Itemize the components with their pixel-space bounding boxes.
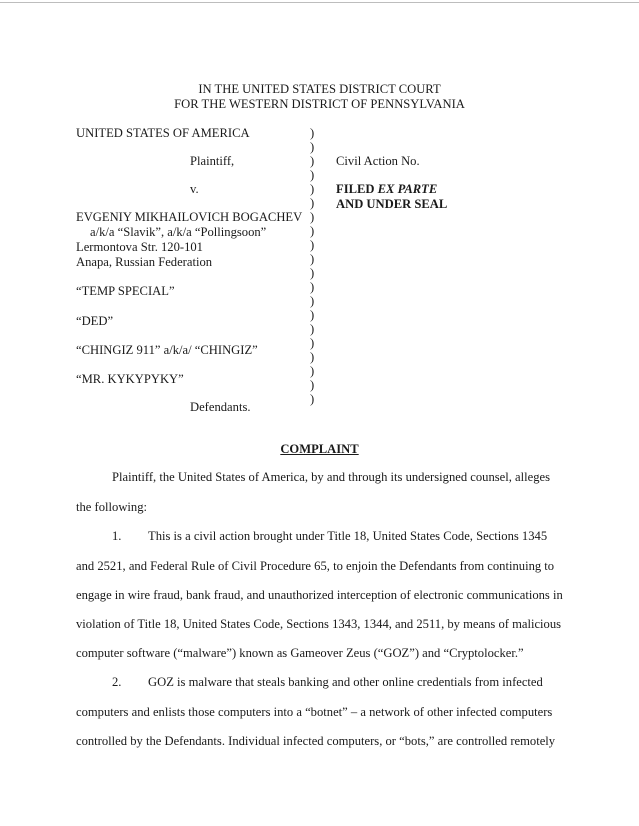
- paragraph-1-line-2: and 2521, and Federal Rule of Civil Procedure 65, to enjoin the Defendants from continuing to: [76, 559, 555, 573]
- paren: ): [310, 210, 315, 224]
- paragraph-1-line-3: engage in wire fraud, bank fraud, and unauthorized interception of electronic communications in: [76, 588, 563, 602]
- versus: v.: [190, 182, 199, 196]
- defendant-1-address-1: Lermontova Str. 120-101: [76, 240, 203, 254]
- paren: ): [310, 322, 315, 336]
- ex-parte-italic: EX PARTE: [377, 182, 438, 196]
- paragraph-2-line-3: controlled by the Defendants. Individual infected computers, or “bots,” are controlled remotely: [76, 734, 556, 748]
- paren: ): [310, 392, 315, 406]
- paren: ): [310, 196, 315, 210]
- intro-line-2: the following:: [76, 500, 148, 514]
- paragraph-1-line-1: This is a civil action brought under Title 18, United States Code, Sections 1345: [148, 529, 548, 543]
- paren: ): [310, 252, 315, 266]
- paren: ): [310, 182, 315, 196]
- paragraph-1-line-5: computer software (“malware”) known as Gameover Zeus (“GOZ”) and “Cryptolocker.”: [76, 646, 524, 660]
- paren: ): [310, 280, 315, 294]
- paren: ): [310, 378, 315, 392]
- paragraph-2-line-2: computers and enlists those computers into a “botnet” – a network of other infected computers: [76, 705, 553, 719]
- paren: ): [310, 238, 315, 252]
- court-name-line-2: FOR THE WESTERN DISTRICT OF PENNSYLVANIA: [174, 97, 465, 111]
- defendant-5: “MR. KYKYPYKY”: [76, 372, 184, 386]
- filed-prefix: FILED: [336, 182, 378, 196]
- paren: ): [310, 364, 315, 378]
- defendant-4: “CHINGIZ 911” a/k/a/ “CHINGIZ”: [76, 343, 258, 357]
- court-name-line-1: IN THE UNITED STATES DISTRICT COURT: [198, 82, 441, 96]
- paren: ): [310, 140, 315, 154]
- paragraph-1-line-4: violation of Title 18, United States Code, Sections 1343, 1344, and 2511, by means of malicious: [76, 617, 562, 631]
- defendant-1-address-2: Anapa, Russian Federation: [76, 255, 213, 269]
- under-seal: AND UNDER SEAL: [336, 197, 448, 211]
- filed-ex-parte: [336, 182, 437, 197]
- paragraph-1-number: 1.: [112, 529, 122, 543]
- paragraph-2-number: 2.: [112, 675, 122, 689]
- paragraph-2-line-1: GOZ is malware that steals banking and other online credentials from infected: [148, 675, 543, 689]
- civil-action-number-label: Civil Action No.: [336, 154, 420, 168]
- paren: ): [310, 154, 315, 168]
- defendant-3: “DED”: [76, 314, 114, 328]
- paren: ): [310, 336, 315, 350]
- paren: ): [310, 168, 315, 182]
- complaint-title-text: COMPLAINT: [280, 442, 359, 456]
- paren: ): [310, 224, 315, 238]
- caption-parenthesis-column: [310, 126, 314, 406]
- defendants-role: Defendants.: [190, 400, 251, 414]
- defendant-1-aka: a/k/a “Slavik”, a/k/a “Pollingsoon”: [90, 225, 267, 239]
- paren: ): [310, 294, 315, 308]
- defendant-2: “TEMP SPECIAL”: [76, 284, 175, 298]
- paren: ): [310, 266, 315, 280]
- plaintiff-name: UNITED STATES OF AMERICA: [76, 126, 250, 140]
- paren: ): [310, 126, 315, 140]
- paren: ): [310, 308, 315, 322]
- plaintiff-role: Plaintiff,: [190, 154, 235, 168]
- paren: ): [310, 350, 315, 364]
- complaint-title: [0, 442, 639, 457]
- scan-edge-line: [0, 2, 639, 3]
- intro-line-1: Plaintiff, the United States of America, by and through its undersigned counsel, alleges: [112, 470, 551, 484]
- defendant-1-name: EVGENIY MIKHAILOVICH BOGACHEV: [76, 210, 303, 224]
